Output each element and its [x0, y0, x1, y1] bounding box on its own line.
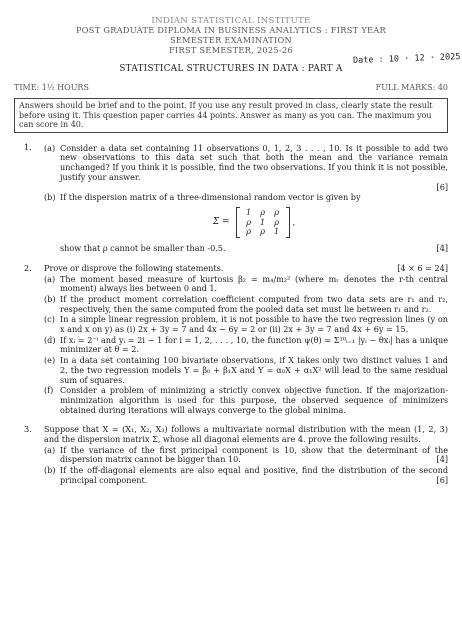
question-1 — [14, 143, 448, 254]
institute-name: INDIAN STATISTICAL INSTITUTE — [151, 16, 311, 26]
marks-label: [4] — [436, 243, 448, 254]
question-3 — [14, 425, 448, 485]
question-2e — [44, 356, 448, 385]
marks-label: [6] — [436, 181, 448, 192]
matrix-cell: ρ — [246, 216, 251, 227]
instructions-box: Answers should be brief and to the point. If you use any result proved in class, clearly state the result before using it. This question paper carries 44 points. Answer as many as you can. The maximum you can score in 40. — [14, 98, 448, 133]
part-label: (b) — [44, 293, 56, 304]
question-2a — [44, 275, 448, 294]
part-label: (e) — [44, 355, 56, 366]
question-2 — [14, 264, 448, 416]
marks-label: [4 × 6 = 24] — [397, 262, 448, 273]
dispersion-matrix — [60, 207, 448, 238]
matrix-bracket — [236, 207, 290, 238]
part-text: If the dispersion matrix of a three-dimensional random vector is given by — [60, 192, 361, 203]
question-3b — [44, 466, 448, 485]
question-2d — [44, 336, 448, 355]
semester: FIRST SEMESTER, 2025-26 — [168, 45, 294, 55]
part-text: If the variance of the first principal component is 10, show that the determinant of the dispersion matrix cannot be bigger than 10. — [60, 444, 448, 465]
matrix-cell: ρ — [246, 226, 251, 237]
question-3a — [44, 446, 448, 465]
question-number: 1. — [24, 141, 32, 152]
part-text: The moment based measure of kurtosis β₂ = m₄/m₂² (where mᵣ denotes the r-th central moment) always lies between 0 and 1. — [60, 273, 448, 294]
marks-label: [4] — [436, 454, 448, 465]
course-title: STATISTICAL STRUCTURES IN DATA : PART A — [119, 63, 343, 74]
matrix-cell: 1 — [260, 216, 266, 227]
part-text: If xᵢ = 2⁻ⁱ and yᵢ = 2i − 1 for i = 1, 2, . . . , 10, the function ψ(θ) = Σ¹⁰ᵢ₌₁ |yᵢ − θxᵢ| has a unique minimizer at θ = 2. — [60, 334, 448, 355]
matrix-comma: , — [292, 216, 296, 227]
part-label: (b) — [44, 465, 56, 476]
part-text: If the off-diagonal elements are also equal and positive, find the distribution of the second principal component. — [60, 465, 448, 485]
question-intro: Prove or disprove the following statements. — [44, 262, 224, 273]
question-number: 3. — [24, 424, 32, 435]
part-label: (a) — [44, 273, 56, 284]
marks-label: [6] — [436, 474, 448, 485]
part-label: (d) — [44, 334, 56, 345]
matrix-cell: ρ — [260, 206, 265, 217]
matrix-cell: ρ — [274, 206, 279, 217]
question-2b — [44, 295, 448, 314]
exam-meta — [14, 83, 448, 93]
part-label: (b) — [44, 192, 56, 203]
part-text: In a data set containing 100 bivariate observations, if X takes only two distinct values 1 and 2, the two regression models Y = β₀ + β₁X and Y = α₀X + α₁X² will lead to the same residual sum of squares. — [60, 355, 448, 385]
exam-type: SEMESTER EXAMINATION — [169, 35, 292, 46]
matrix-row — [242, 227, 284, 237]
matrix-label: Σ = — [212, 217, 230, 228]
handwritten-date: Date : 10 · 12 · 2025 — [352, 52, 461, 66]
question-intro: Suppose that X = (X₁, X₂, X₃) follows a multivariate normal distribution with the mean (1, 2, 3) and the dispersion matrix Σ, whose all diagonal elements are 4. prove the following results. — [44, 424, 448, 445]
matrix-cell: ρ — [274, 216, 279, 227]
matrix-cell: 1 — [274, 226, 280, 237]
question-2c — [44, 315, 448, 334]
time-allowed: TIME: 1½ HOURS — [14, 83, 89, 93]
part-text: Consider a data set containing 11 observations 0, 1, 2, 3 . . . , 10. Is it possible to add two new observations to this data set such that both the mean and the variance remain unchanged? If you think it is possible, find the two observations. If you think it is not possible, justify your answer. — [60, 142, 448, 182]
question-1b — [44, 193, 448, 254]
full-marks: FULL MARKS: 40 — [375, 83, 448, 93]
part-label: (a) — [44, 444, 56, 455]
program-name: POST GRADUATE DIPLOMA IN BUSINESS ANALYTICS : FIRST YEAR — [75, 25, 386, 36]
part-text-continued: show that ρ cannot be smaller than -0.5. — [60, 243, 226, 254]
part-label: (c) — [44, 314, 55, 325]
matrix-cell: ρ — [260, 226, 265, 237]
question-1a — [44, 144, 448, 193]
part-text: In a simple linear regression problem, it is not possible to have the two regression lines (y on x and x on y) as (i) 2x + 3y = 7 and 4x − 6y = 2 or (ii) 2x + 3y = 7 and 4x + 6y = 15. — [60, 314, 448, 335]
part-label: (a) — [44, 142, 56, 153]
question-2f — [44, 386, 448, 415]
question-number: 2. — [24, 262, 32, 273]
matrix-cell: 1 — [246, 206, 252, 217]
part-text: Consider a problem of minimizing a strictly convex objective function. If the majorization-minimization algorithm is used for this purpose, the observed sequence of minimizers obtained during iterations will always converge to the global minima. — [60, 385, 448, 415]
part-label: (f) — [44, 385, 54, 396]
part-text: If the product moment correlation coefficient computed from two data sets are r₁ and r₂, respectively, then the same computed from the pooled data set must lie between r₁ and r₂. — [60, 293, 448, 314]
